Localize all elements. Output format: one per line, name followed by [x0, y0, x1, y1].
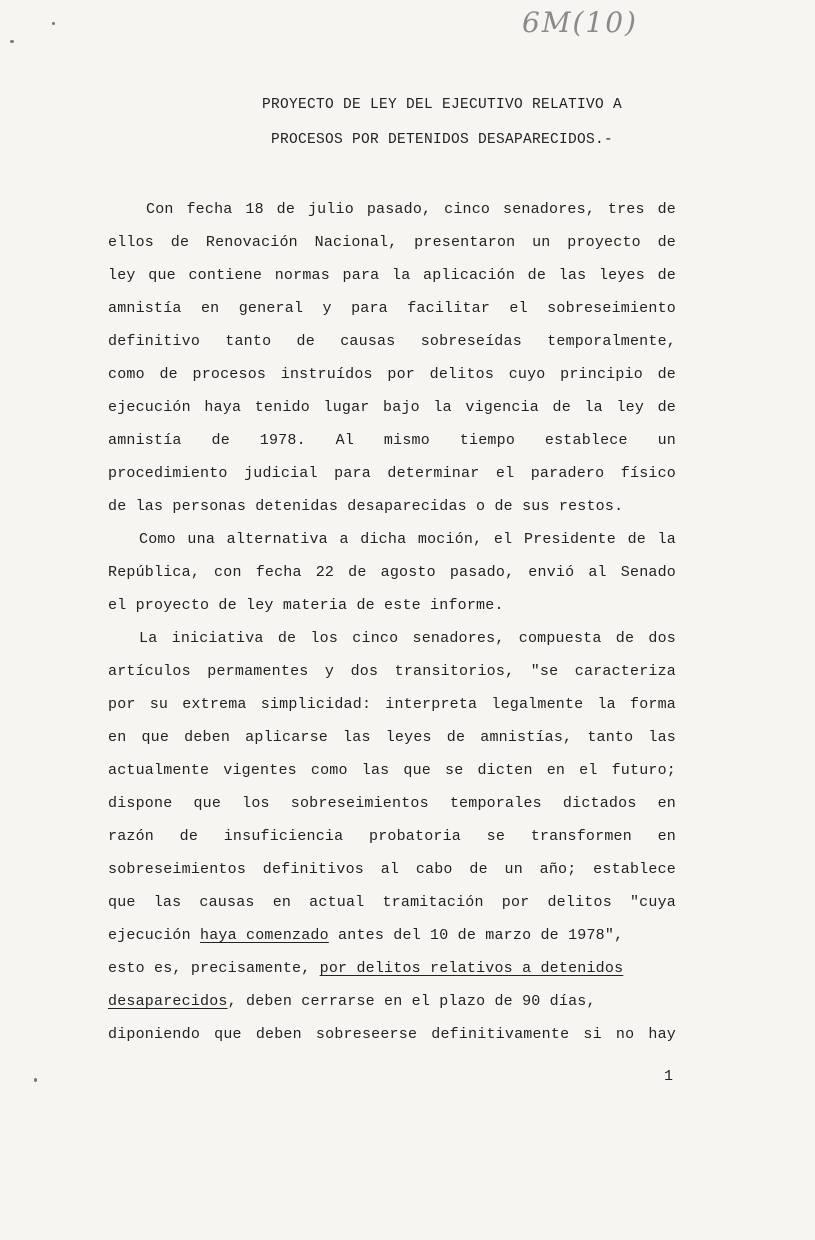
page-number: 1 — [664, 1068, 674, 1085]
body-line: en que deben aplicarse las leyes de amnistías, tanto las — [108, 729, 676, 746]
body-line: definitivo tanto de causas sobreseídas temporalmente, — [108, 333, 676, 350]
body-line: como de procesos instruídos por delitos cuyo principio de — [108, 366, 676, 383]
body-line: amnistía en general y para facilitar el sobreseimiento — [108, 300, 676, 317]
body-line: el proyecto de ley materia de este informe. — [108, 597, 504, 614]
body-line: dispone que los sobreseimientos temporales dictados en — [108, 795, 676, 812]
body-text: esto es, precisamente, — [108, 960, 320, 977]
body-line — [108, 960, 676, 977]
underlined-phrase: haya comenzado — [200, 927, 329, 944]
underlined-phrase: por delitos relativos a detenidos — [319, 960, 624, 977]
body-text: , deben cerrarse en el plazo de 90 días, — [227, 993, 596, 1010]
body-line: artículos permamentes y dos transitorios, "se caracteriza — [108, 663, 676, 680]
title-line-1: PROYECTO DE LEY DEL EJECUTIVO RELATIVO A — [262, 97, 623, 113]
body-text: antes del 10 de marzo de 1978", — [328, 927, 624, 944]
body-line: procedimiento judicial para determinar el paradero físico — [108, 465, 676, 482]
body-line: ellos de Renovación Nacional, presentaron un proyecto de — [108, 234, 676, 251]
body-line — [108, 927, 676, 944]
body-line: ejecución haya tenido lugar bajo la vigencia de la ley de — [108, 399, 676, 416]
body-line: sobreseimientos definitivos al cabo de un año; establece — [108, 861, 676, 878]
body-text: ejecución — [108, 927, 201, 944]
body-line: amnistía de 1978. Al mismo tiempo establece un — [108, 432, 676, 449]
title-line-2: PROCESOS POR DETENIDOS DESAPARECIDOS.- — [271, 132, 614, 148]
scan-speck — [52, 22, 55, 25]
body-line: diponiendo que deben sobreseerse definitivamente si no hay — [108, 1026, 676, 1043]
body-line: República, con fecha 22 de agosto pasado, envió al Senado — [108, 564, 676, 581]
body-line: ley que contiene normas para la aplicación de las leyes de — [108, 267, 676, 284]
body-line: Con fecha 18 de julio pasado, cinco senadores, tres de — [146, 201, 676, 218]
scan-speck — [34, 1078, 37, 1082]
handwritten-reference-note: 6M(10) — [522, 6, 638, 39]
body-line: Como una alternativa a dicha moción, el Presidente de la — [139, 531, 676, 548]
body-line: actualmente vigentes como las que se dicten en el futuro; — [108, 762, 676, 779]
body-line: La iniciativa de los cinco senadores, compuesta de dos — [139, 630, 676, 647]
scan-speck — [10, 40, 14, 43]
body-line: razón de insuficiencia probatoria se transformen en — [108, 828, 676, 845]
body-line: que las causas en actual tramitación por delitos "cuya — [108, 894, 676, 911]
body-line: por su extrema simplicidad: interpreta legalmente la forma — [108, 696, 676, 713]
underlined-phrase: desaparecidos — [108, 993, 228, 1010]
body-line: de las personas detenidas desaparecidas o de sus restos. — [108, 498, 624, 515]
body-line — [108, 993, 676, 1010]
